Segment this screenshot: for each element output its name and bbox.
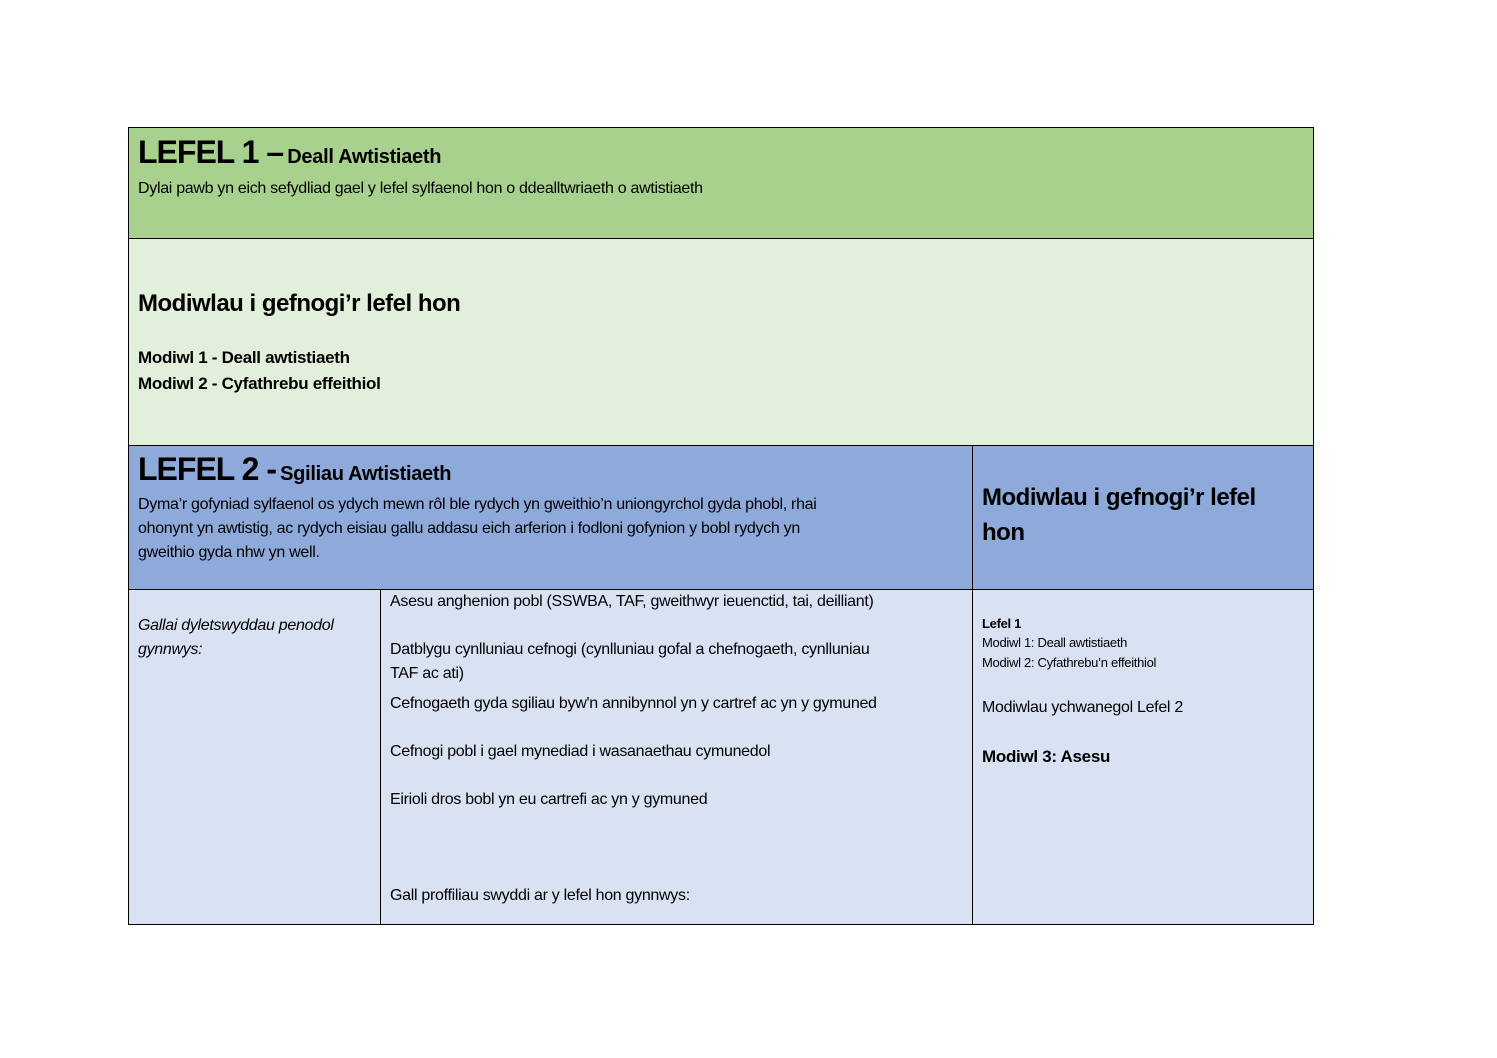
level2-title: LEFEL 2 - — [138, 451, 276, 487]
level1-title: LEFEL 1 – — [138, 134, 284, 170]
prior-module: Modiwl 1: Deall awtistiaeth — [982, 635, 1128, 650]
level2-description: Dyma’r gofyniad sylfaenol os ydych mewn rôl ble rydych yn gweithio’n uniongyrchol gyda phobl, rhai — [138, 496, 817, 513]
job-profiles-label: Gall proffiliau swyddi ar y lefel hon gynnwys: — [390, 887, 690, 904]
level2-modules-heading: hon — [982, 519, 1025, 546]
duty-item: Cefnogi pobl i gael mynediad i wasanaethau cymunedol — [390, 743, 771, 760]
level1-module: Modiwl 2 - Cyfathrebu effeithiol — [138, 374, 381, 393]
duty-item: Cefnogaeth gyda sgiliau byw'n annibynnol yn y cartref ac yn y gymuned — [390, 695, 877, 712]
duties-label-cell — [128, 589, 381, 925]
level2-modules-heading: Modiwlau i gefnogi’r lefel — [982, 484, 1256, 511]
duty-item: TAF ac ati) — [390, 665, 464, 682]
level1-modules-cell — [128, 238, 1314, 446]
level1-subtitle: Deall Awtistiaeth — [287, 146, 442, 168]
additional-modules-label: Modiwlau ychwanegol Lefel 2 — [982, 699, 1183, 716]
level1-modules-heading: Modiwlau i gefnogi’r lefel hon — [138, 290, 461, 317]
level2-modules-heading-cell — [972, 445, 1314, 590]
prior-level-label: Lefel 1 — [982, 616, 1022, 631]
duty-item: Eirioli dros bobl yn eu cartrefi ac yn y gymuned — [390, 791, 708, 808]
prior-module: Modiwl 2: Cyfathrebu’n effeithiol — [982, 655, 1157, 670]
duties-label: Gallai dyletswyddau penodol — [138, 617, 334, 634]
level2-description: ohonynt yn awtistig, ac rydych eisiau gallu addasu eich arferion i fodloni gofynion y bobl rydych yn — [138, 520, 800, 537]
level2-subtitle: Sgiliau Awtistiaeth — [280, 463, 452, 485]
level1-title-line — [138, 134, 441, 171]
level1-module: Modiwl 1 - Deall awtistiaeth — [138, 348, 350, 367]
duty-item: Asesu anghenion pobl (SSWBA, TAF, gweithwyr ieuenctid, tai, deilliant) — [390, 593, 874, 610]
level2-description: gweithio gyda nhw yn well. — [138, 544, 320, 561]
duty-item: Datblygu cynlluniau cefnogi (cynlluniau gofal a chefnogaeth, cynlluniau — [390, 641, 870, 658]
level2-title-line — [138, 451, 451, 488]
duties-label: gynnwys: — [138, 641, 203, 658]
level1-description: Dylai pawb yn eich sefydliad gael y lefel sylfaenol hon o ddealltwriaeth o awtistiaeth — [138, 180, 703, 197]
additional-module: Modiwl 3: Asesu — [982, 747, 1111, 766]
